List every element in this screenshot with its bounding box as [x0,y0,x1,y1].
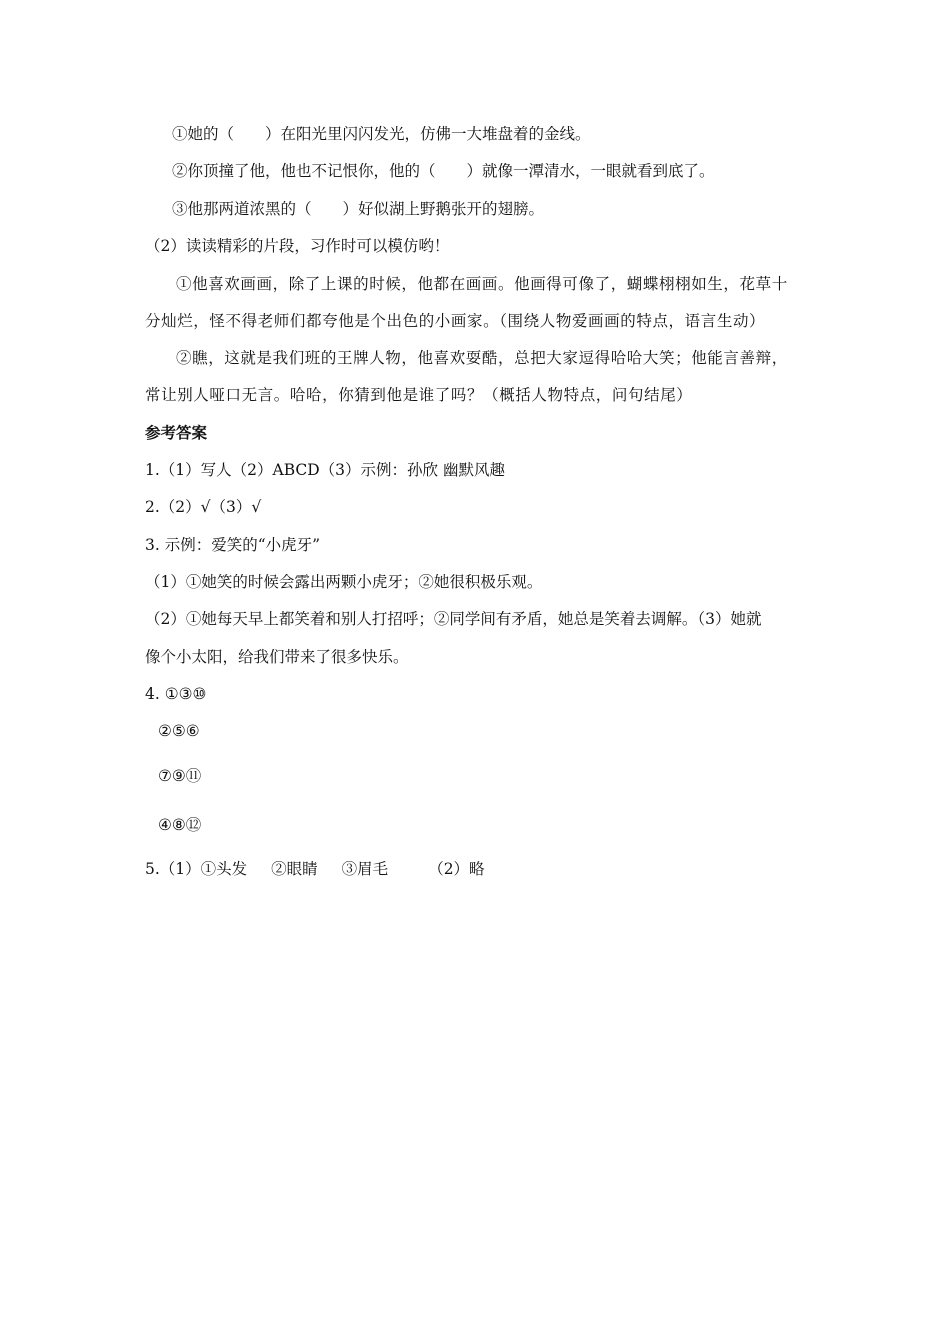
answer-5-eyes: ②眼睛 [271,860,318,878]
answer-3-part2-line1: （2）①她每天早上都笑着和别人打招呼；②同学间有矛盾，她总是笑着去调解。（3）她就 [145,610,762,628]
q1-sentence-eyebrows: ③他那两道浓黑的（ ）好似湖上野鹅张开的翅膀。 [172,200,545,218]
q2-paragraph2-line2: 常让别人哑口无言。哈哈，你猜到他是谁了吗？（概括人物特点，问句结尾） [145,386,693,404]
q2-title: （2）读读精彩的片段，习作时可以模仿哟！ [145,237,450,255]
answer-3-part1: （1）①她笑的时候会露出两颗小虎牙；②她很积极乐观。 [145,573,543,591]
answer-4-group1: 4. ①③⑩ [145,685,207,703]
answer-2: 2.（2）√（3）√ [145,498,262,516]
answer-1: 1.（1）写人（2）ABCD（3）示例：孙欣 幽默风趣 [145,461,505,479]
answer-5-hair: 5.（1）①头发 [145,860,248,878]
answer-5-eyebrows: ③眉毛 [341,860,389,878]
answer-3-part2-line2: 像个小太阳，给我们带来了很多快乐。 [145,648,409,666]
answer-4-group4: ④⑧⑫ [158,816,202,834]
answer-4-group3: ⑦⑨⑪ [158,767,202,785]
answer-4-group2: ②⑤⑥ [158,722,200,740]
answers-heading: 参考答案 [145,424,208,442]
answer-3: 3. 示例：爱笑的“小虎牙” [145,536,321,554]
q2-paragraph1-line2: 分灿烂，怪不得老师们都夸他是个出色的小画家。（围绕人物爱画画的特点，语言生动） [145,312,766,330]
q1-sentence-eyes: ②你顶撞了他，他也不记恨你，他的（ ）就像一潭清水，一眼就看到底了。 [172,162,715,180]
q2-paragraph1-line1: ①他喜欢画画，除了上课的时候，他都在画画。他画得可像了，蝴蝶栩栩如生，花草十 [176,275,788,293]
q2-paragraph2-line1: ②瞧，这就是我们班的王牌人物，他喜欢耍酷，总把大家逗得哈哈大笑；他能言善辩， [176,349,788,367]
answer-5 [145,859,485,879]
answer-5-part2: （2）略 [428,860,485,878]
q1-sentence-hair: ①她的（ ）在阳光里闪闪发光，仿佛一大堆盘着的金线。 [172,125,591,143]
